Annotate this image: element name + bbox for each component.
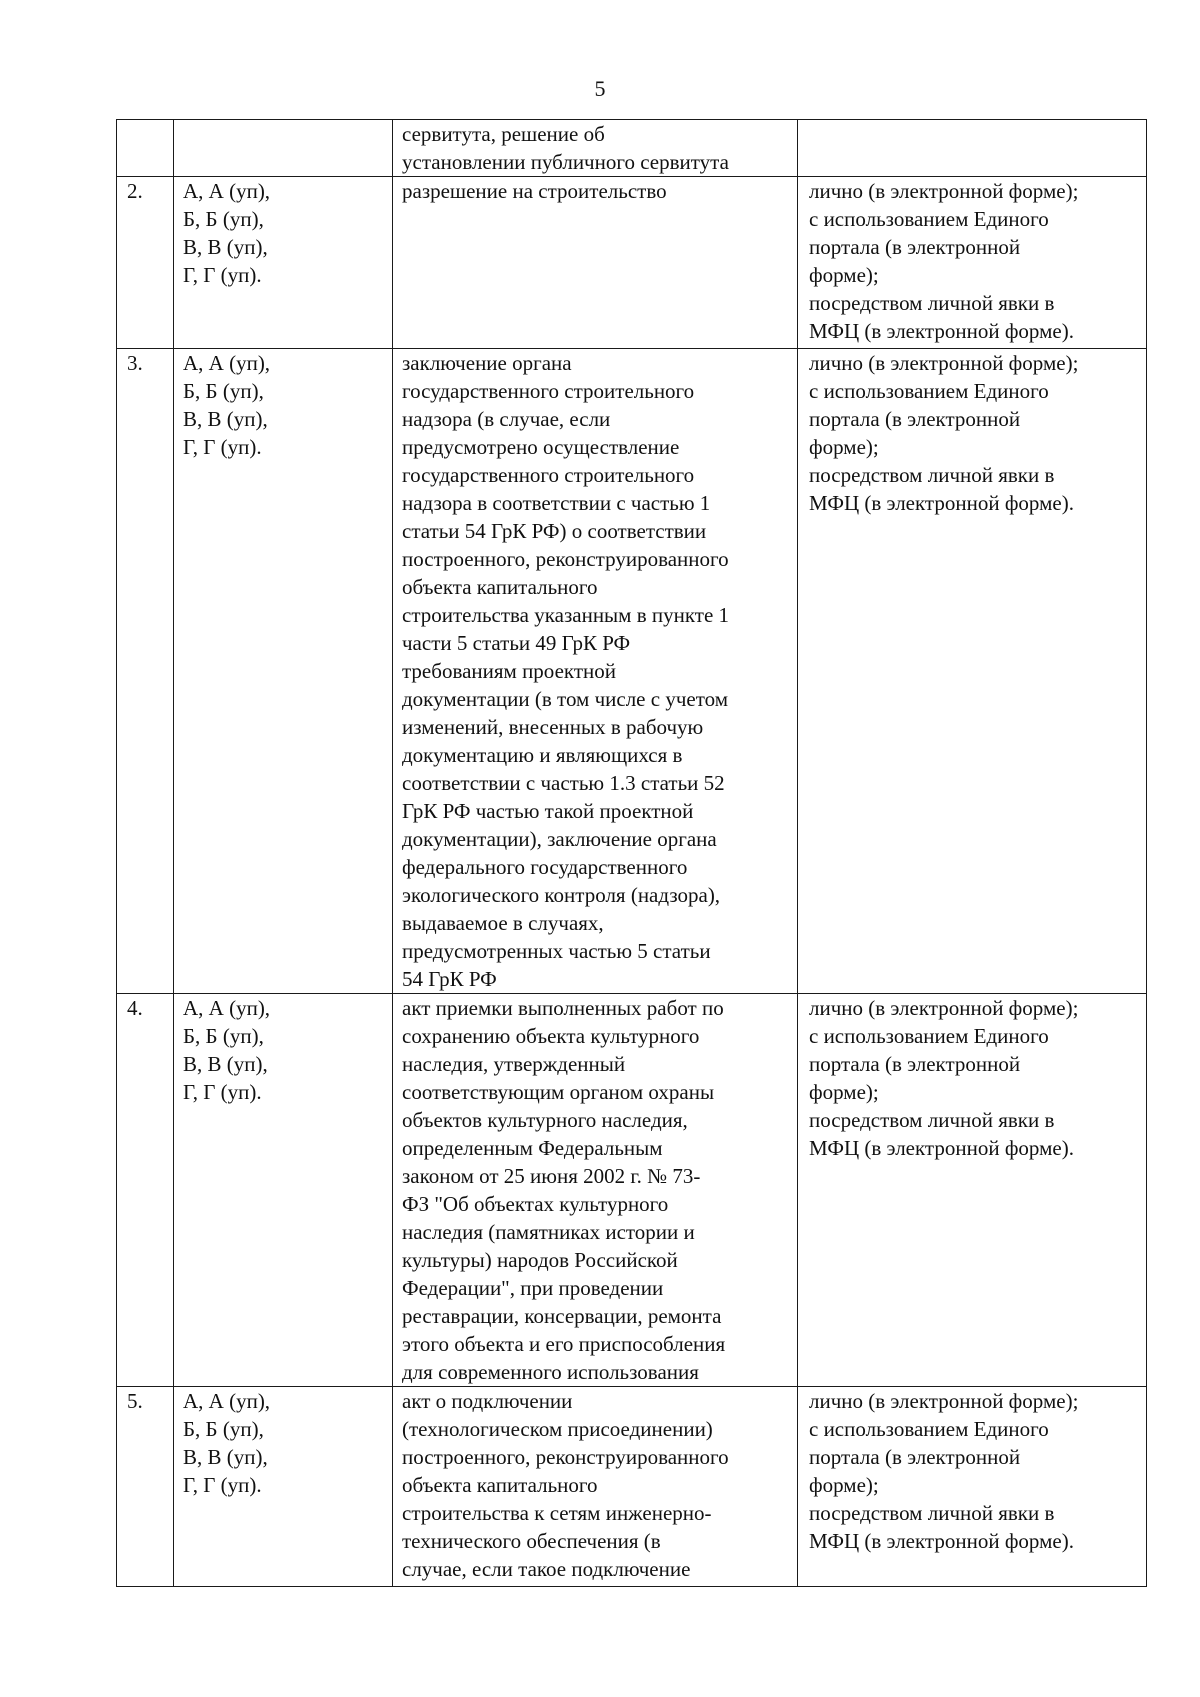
document-cell: акт о подключении (технологическом присоединении) построенного, реконструированного объекта капитального строительства к сетям инженерно- технического обеспечения (в случае, если такое подключение	[393, 1387, 798, 1587]
page-number: 5	[594, 76, 606, 101]
document-cell: заключение органа государственного строительного надзора (в случае, если предусмотрено осуществление государственного строительного надзора в соответствии с частью 1 статьи 54 ГрК РФ) о соответствии построенного, реконструированного объекта капитального строительства указанным в пункте 1 части 5 статьи 49 ГрК РФ требованиям проектной документации (в том числе с учетом изменений, внесенных в рабочую документацию и являющихся в соответствии с частью 1.3 статьи 52 ГрК РФ частью такой проектной документации), заключение органа федерального государственного экологического контроля (надзора), выдаваемое в случаях, предусмотренных частью 5 статьи 54 ГрК РФ	[393, 349, 798, 994]
table-row	[117, 1387, 1147, 1587]
documents-table	[116, 119, 1147, 1587]
category-cell	[174, 120, 393, 177]
row-number-cell	[117, 120, 174, 177]
method-cell: лично (в электронной форме); с использованием Единого портала (в электронной форме); посредством личной явки в МФЦ (в электронной форме).	[798, 349, 1147, 994]
table-row	[117, 994, 1147, 1387]
row-number-cell: 4.	[117, 994, 174, 1387]
method-cell: лично (в электронной форме); с использованием Единого портала (в электронной форме); посредством личной явки в МФЦ (в электронной форме).	[798, 1387, 1147, 1587]
method-cell: лично (в электронной форме); с использованием Единого портала (в электронной форме); посредством личной явки в МФЦ (в электронной форме).	[798, 994, 1147, 1387]
table-row	[117, 349, 1147, 994]
category-cell: А, А (уп), Б, Б (уп), В, В (уп), Г, Г (уп).	[174, 1387, 393, 1587]
category-cell: А, А (уп), Б, Б (уп), В, В (уп), Г, Г (уп).	[174, 177, 393, 349]
document-cell: сервитута, решение об установлении публичного сервитута	[393, 120, 798, 177]
method-cell	[798, 120, 1147, 177]
category-cell: А, А (уп), Б, Б (уп), В, В (уп), Г, Г (уп).	[174, 994, 393, 1387]
method-cell: лично (в электронной форме); с использованием Единого портала (в электронной форме); посредством личной явки в МФЦ (в электронной форме).	[798, 177, 1147, 349]
table-row	[117, 120, 1147, 177]
row-number-cell: 5.	[117, 1387, 174, 1587]
document-cell: разрешение на строительство	[393, 177, 798, 349]
category-cell: А, А (уп), Б, Б (уп), В, В (уп), Г, Г (уп).	[174, 349, 393, 994]
row-number-cell: 3.	[117, 349, 174, 994]
row-number-cell: 2.	[117, 177, 174, 349]
document-cell: акт приемки выполненных работ по сохранению объекта культурного наследия, утвержденный соответствующим органом охраны объектов культурного наследия, определенным Федеральным законом от 25 июня 2002 г. № 73- ФЗ "Об объектах культурного наследия (памятниках истории и культуры) народов Российской Федерации", при проведении реставрации, консервации, ремонта этого объекта и его приспособления для современного использования	[393, 994, 798, 1387]
table-row	[117, 177, 1147, 349]
